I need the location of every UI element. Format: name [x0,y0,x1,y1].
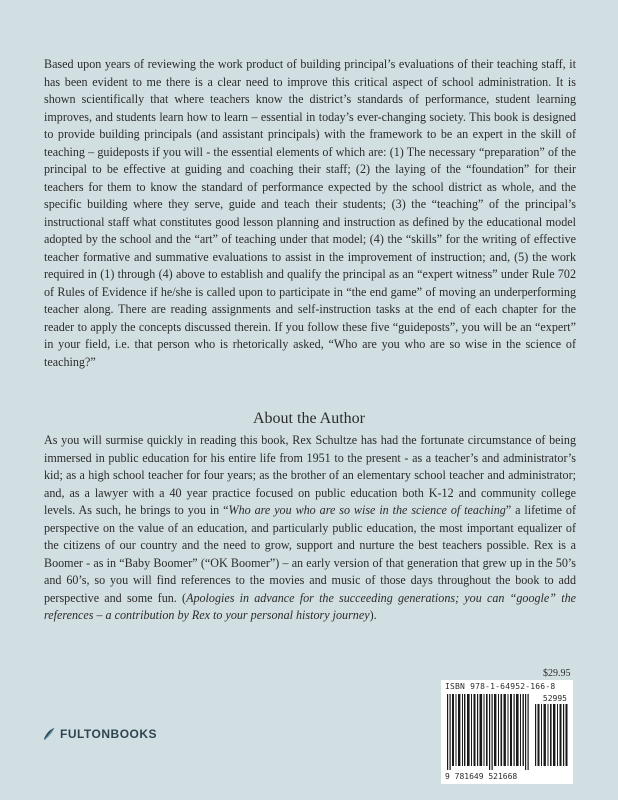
barcode-panel [441,680,573,784]
about-author-heading: About the Author [253,410,365,427]
publisher-name: FULTONBOOKS [60,727,158,741]
author-bio-part-3: ). [369,608,377,622]
publisher-logo [42,727,157,741]
isbn-label: ISBN 978-1-64952-166-8 [445,682,556,691]
author-bio-part-1: As you will surmise quickly in reading this book, Rex Schultze has had the fortunate circumstance of being immersed in public education for his entire life from 1951 to the present - as a teacher’s and administrator’s kid; as a high school teacher for four years; as the brother of an elementary school teacher and administrator; and, as a lawyer with a 40 year practice focused on public education both K-12 and community college levels. As such, he brings to you in “ [44,433,576,517]
author-bio-part-2: ” a lifetime of perspective on the value of an education, and particularly public education, the most important equalizer of the citizens of our country and the need to grow, support and nurture the best teachers possible. Rex is a Boomer - as in “Baby Boomer” (“OK Boomer”) – an early version of that generation that grew up in the 50’s and 60’s, so you will find references to the movies and music of those days throughout the book to add perspective and some fun. ( [44,503,577,605]
quill-icon [42,727,56,741]
addon-code: 52995 [542,694,567,703]
book-description: Based upon years of reviewing the work product of building principal’s evaluations of their teaching staff, it has been evident to me there is a clear need to improve this critical aspect of school administration. It is shown scientifically that where teachers know the district’s standards of performance, student learning improves, and students learn how to learn – essential in today’s ever-changing society. This book is designed to provide building principals (and assistant principals) with the framework to be an expert in the skill of teaching – guideposts if you will - the essential elements of which are: (1) The necessary “preparation” of the principal to be effective at guiding and coaching their staff; (2) the laying of the “foundation” for their teachers for them to know the standard of performance expected by the school district as whole, and the specific building where they serve, guide and teach their students; (3) the “teaching” of the principal’s instructional staff what constitutes good lesson planning and instruction as defined by the educational model adopted by the school and the “art” of teaching under that model; (4) the “skills” for the writing of effective teacher formative and summative evaluations to assist in the improvement of instruction; and, (5) the work required in (1) through (4) above to establish and qualify the principal as an “expert witness” under Rule 702 of Rules of Evidence if he/she is called upon to participate in “the end game” of moving an underperforming teacher along. There are reading assignments and self-instruction tasks at the end of each chapter for the reader to apply the concepts discussed therein. If you follow these five “guideposts”, you will be an “expert” in your field, i.e. that person who is rhetorically asked, “Who are you who are so wise in the science of teaching?” [44,57,576,369]
barcode-digits: 9 781649 521668 [445,772,518,781]
price-label: $29.95 [543,668,571,679]
author-bio [44,432,576,625]
author-bio-apology: Apologies in advance for the succeeding generations; you can “google” the references – a contribution by Rex to your personal history journey [44,590,576,622]
author-bio-book-title: Who are you who are so wise in the science of teaching [228,503,506,517]
isbn-barcode [441,680,573,784]
